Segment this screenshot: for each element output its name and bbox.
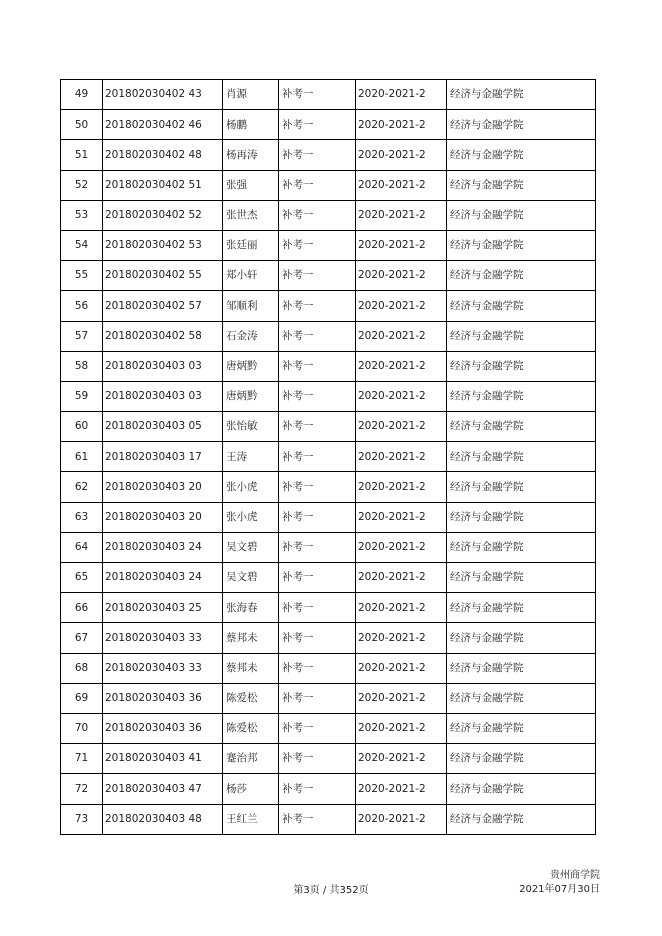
academic-term: 2020-2021-2 — [356, 412, 447, 442]
table-row — [61, 593, 596, 623]
page-number: 第3页 / 共352页 — [293, 885, 369, 896]
student-id: 201802030403 33 — [103, 653, 223, 683]
student-name: 陈爱松 — [223, 683, 279, 713]
college-name: 经济与金融学院 — [447, 502, 596, 532]
college-name: 经济与金融学院 — [447, 381, 596, 411]
college-name: 经济与金融学院 — [447, 80, 596, 110]
student-id: 201802030402 51 — [103, 170, 223, 200]
student-id: 201802030402 53 — [103, 230, 223, 260]
table-row — [61, 713, 596, 743]
college-name: 经济与金融学院 — [447, 230, 596, 260]
academic-term: 2020-2021-2 — [356, 563, 447, 593]
student-id: 201802030402 52 — [103, 200, 223, 230]
table-row — [61, 230, 596, 260]
table-row — [61, 804, 596, 834]
academic-term: 2020-2021-2 — [356, 381, 447, 411]
academic-term: 2020-2021-2 — [356, 291, 447, 321]
exam-roster-sheet — [60, 79, 595, 835]
row-number: 63 — [61, 502, 103, 532]
exam-type: 补考一 — [279, 532, 356, 562]
college-name: 经济与金融学院 — [447, 683, 596, 713]
college-name: 经济与金融学院 — [447, 532, 596, 562]
student-id: 201802030403 25 — [103, 593, 223, 623]
table-row — [61, 412, 596, 442]
student-name: 蹇治邦 — [223, 744, 279, 774]
exam-type: 补考一 — [279, 351, 356, 381]
exam-type: 补考一 — [279, 170, 356, 200]
table-row — [61, 532, 596, 562]
college-name: 经济与金融学院 — [447, 472, 596, 502]
student-name: 杨鹏 — [223, 110, 279, 140]
row-number: 62 — [61, 472, 103, 502]
table-row — [61, 261, 596, 291]
table-row — [61, 744, 596, 774]
row-number: 53 — [61, 200, 103, 230]
student-name: 杨莎 — [223, 774, 279, 804]
academic-term: 2020-2021-2 — [356, 170, 447, 200]
row-number: 61 — [61, 442, 103, 472]
academic-term: 2020-2021-2 — [356, 744, 447, 774]
print-date: 2021年07月30日 — [519, 884, 600, 895]
student-id: 201802030403 47 — [103, 774, 223, 804]
exam-type: 补考一 — [279, 261, 356, 291]
exam-type: 补考一 — [279, 774, 356, 804]
student-name: 张怡敏 — [223, 412, 279, 442]
exam-type: 补考一 — [279, 381, 356, 411]
exam-type: 补考一 — [279, 412, 356, 442]
row-number: 69 — [61, 683, 103, 713]
academic-term: 2020-2021-2 — [356, 713, 447, 743]
student-name: 肖源 — [223, 80, 279, 110]
student-id: 201802030402 46 — [103, 110, 223, 140]
student-id: 201802030403 05 — [103, 412, 223, 442]
table-row — [61, 774, 596, 804]
academic-term: 2020-2021-2 — [356, 774, 447, 804]
table-row — [61, 683, 596, 713]
student-name: 张强 — [223, 170, 279, 200]
college-name: 经济与金融学院 — [447, 110, 596, 140]
row-number: 67 — [61, 623, 103, 653]
row-number: 58 — [61, 351, 103, 381]
exam-type: 补考一 — [279, 80, 356, 110]
student-id: 201802030403 36 — [103, 683, 223, 713]
row-number: 50 — [61, 110, 103, 140]
academic-term: 2020-2021-2 — [356, 502, 447, 532]
table-row — [61, 623, 596, 653]
college-name: 经济与金融学院 — [447, 261, 596, 291]
row-number: 52 — [61, 170, 103, 200]
exam-type: 补考一 — [279, 140, 356, 170]
exam-type: 补考一 — [279, 442, 356, 472]
academic-term: 2020-2021-2 — [356, 804, 447, 834]
college-name: 经济与金融学院 — [447, 321, 596, 351]
footer-stamp — [519, 869, 600, 897]
student-id: 201802030403 24 — [103, 532, 223, 562]
exam-type: 补考一 — [279, 200, 356, 230]
table-row — [61, 381, 596, 411]
row-number: 65 — [61, 563, 103, 593]
academic-term: 2020-2021-2 — [356, 230, 447, 260]
exam-type: 补考一 — [279, 502, 356, 532]
table-row — [61, 563, 596, 593]
row-number: 64 — [61, 532, 103, 562]
student-id: 201802030403 36 — [103, 713, 223, 743]
row-number: 54 — [61, 230, 103, 260]
academic-term: 2020-2021-2 — [356, 442, 447, 472]
college-name: 经济与金融学院 — [447, 563, 596, 593]
institution-name: 贵州商学院 — [550, 870, 600, 881]
student-name: 蔡邦未 — [223, 623, 279, 653]
table-row — [61, 351, 596, 381]
table-row — [61, 291, 596, 321]
table-row — [61, 321, 596, 351]
college-name: 经济与金融学院 — [447, 442, 596, 472]
college-name: 经济与金融学院 — [447, 291, 596, 321]
exam-type: 补考一 — [279, 623, 356, 653]
exam-type: 补考一 — [279, 653, 356, 683]
academic-term: 2020-2021-2 — [356, 321, 447, 351]
table-row — [61, 472, 596, 502]
row-number: 59 — [61, 381, 103, 411]
student-id: 201802030402 43 — [103, 80, 223, 110]
table-row — [61, 653, 596, 683]
college-name: 经济与金融学院 — [447, 170, 596, 200]
row-number: 57 — [61, 321, 103, 351]
student-name: 张廷丽 — [223, 230, 279, 260]
row-number: 55 — [61, 261, 103, 291]
academic-term: 2020-2021-2 — [356, 593, 447, 623]
student-name: 郑小轩 — [223, 261, 279, 291]
table-row — [61, 80, 596, 110]
student-name: 张小虎 — [223, 502, 279, 532]
student-id: 201802030403 20 — [103, 502, 223, 532]
academic-term: 2020-2021-2 — [356, 80, 447, 110]
exam-type: 补考一 — [279, 321, 356, 351]
student-id: 201802030403 33 — [103, 623, 223, 653]
table-row — [61, 140, 596, 170]
exam-type: 补考一 — [279, 713, 356, 743]
college-name: 经济与金融学院 — [447, 351, 596, 381]
student-name: 吴文碧 — [223, 532, 279, 562]
table-row — [61, 442, 596, 472]
student-name: 石金涛 — [223, 321, 279, 351]
student-name: 陈爱松 — [223, 713, 279, 743]
row-number: 51 — [61, 140, 103, 170]
roster-table-body — [61, 80, 596, 835]
student-name: 蔡邦未 — [223, 653, 279, 683]
row-number: 72 — [61, 774, 103, 804]
academic-term: 2020-2021-2 — [356, 261, 447, 291]
student-id: 201802030403 24 — [103, 563, 223, 593]
student-name: 张世杰 — [223, 200, 279, 230]
student-name: 张海春 — [223, 593, 279, 623]
student-name: 王涛 — [223, 442, 279, 472]
academic-term: 2020-2021-2 — [356, 200, 447, 230]
exam-type: 补考一 — [279, 472, 356, 502]
student-id: 201802030403 03 — [103, 351, 223, 381]
exam-type: 补考一 — [279, 110, 356, 140]
college-name: 经济与金融学院 — [447, 623, 596, 653]
academic-term: 2020-2021-2 — [356, 532, 447, 562]
table-row — [61, 200, 596, 230]
student-name: 唐炳黔 — [223, 381, 279, 411]
student-id: 201802030402 55 — [103, 261, 223, 291]
college-name: 经济与金融学院 — [447, 412, 596, 442]
college-name: 经济与金融学院 — [447, 774, 596, 804]
roster-table — [60, 79, 596, 835]
student-name: 吴文碧 — [223, 563, 279, 593]
row-number: 71 — [61, 744, 103, 774]
student-name: 邹顺利 — [223, 291, 279, 321]
student-id: 201802030403 17 — [103, 442, 223, 472]
student-name: 唐炳黔 — [223, 351, 279, 381]
row-number: 49 — [61, 80, 103, 110]
student-name: 杨再涛 — [223, 140, 279, 170]
exam-type: 补考一 — [279, 291, 356, 321]
student-id: 201802030402 58 — [103, 321, 223, 351]
academic-term: 2020-2021-2 — [356, 472, 447, 502]
college-name: 经济与金融学院 — [447, 140, 596, 170]
student-id: 201802030403 48 — [103, 804, 223, 834]
academic-term: 2020-2021-2 — [356, 683, 447, 713]
student-name: 王红兰 — [223, 804, 279, 834]
student-id: 201802030403 41 — [103, 744, 223, 774]
student-id: 201802030403 20 — [103, 472, 223, 502]
row-number: 56 — [61, 291, 103, 321]
table-row — [61, 502, 596, 532]
row-number: 68 — [61, 653, 103, 683]
college-name: 经济与金融学院 — [447, 744, 596, 774]
row-number: 60 — [61, 412, 103, 442]
exam-type: 补考一 — [279, 804, 356, 834]
student-id: 201802030402 57 — [103, 291, 223, 321]
college-name: 经济与金融学院 — [447, 713, 596, 743]
exam-type: 补考一 — [279, 744, 356, 774]
academic-term: 2020-2021-2 — [356, 110, 447, 140]
student-id: 201802030402 48 — [103, 140, 223, 170]
row-number: 66 — [61, 593, 103, 623]
exam-type: 补考一 — [279, 593, 356, 623]
exam-type: 补考一 — [279, 230, 356, 260]
college-name: 经济与金融学院 — [447, 653, 596, 683]
table-row — [61, 110, 596, 140]
academic-term: 2020-2021-2 — [356, 140, 447, 170]
college-name: 经济与金融学院 — [447, 593, 596, 623]
student-name: 张小虎 — [223, 472, 279, 502]
student-id: 201802030403 03 — [103, 381, 223, 411]
academic-term: 2020-2021-2 — [356, 653, 447, 683]
row-number: 70 — [61, 713, 103, 743]
row-number: 73 — [61, 804, 103, 834]
academic-term: 2020-2021-2 — [356, 351, 447, 381]
table-row — [61, 170, 596, 200]
exam-type: 补考一 — [279, 683, 356, 713]
college-name: 经济与金融学院 — [447, 804, 596, 834]
academic-term: 2020-2021-2 — [356, 623, 447, 653]
college-name: 经济与金融学院 — [447, 200, 596, 230]
exam-type: 补考一 — [279, 563, 356, 593]
